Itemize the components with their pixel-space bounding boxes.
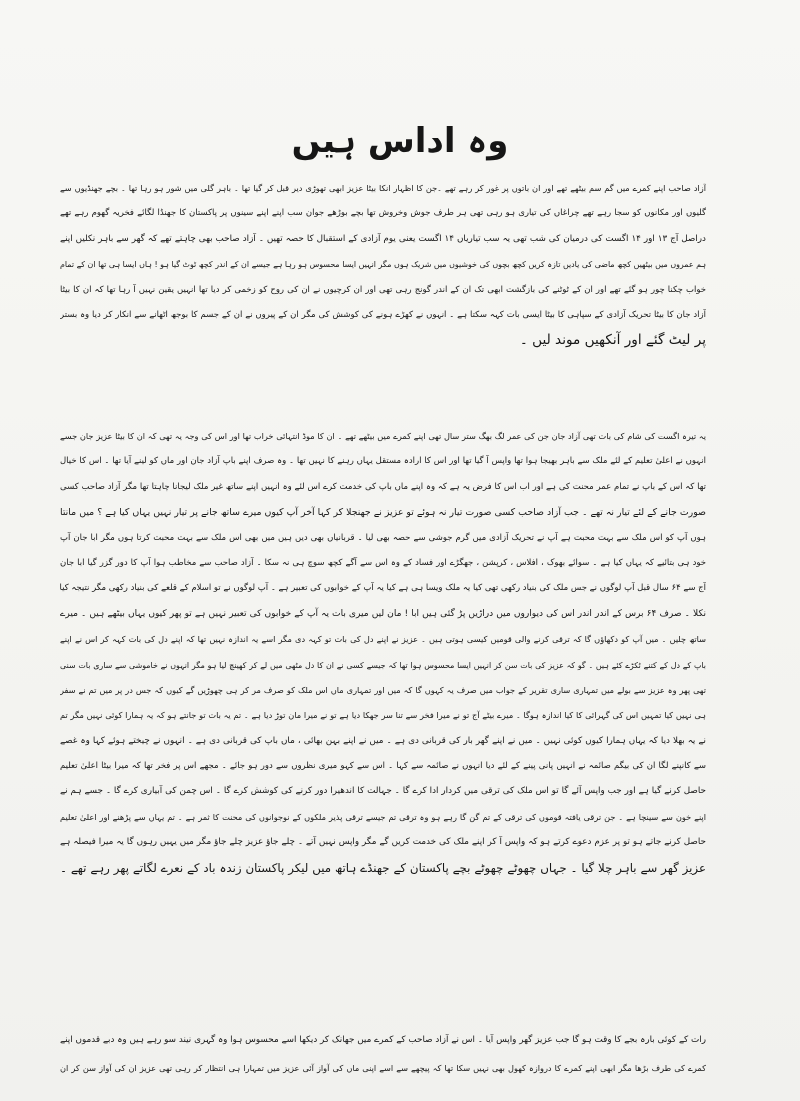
- text-line: رات کے کوئی بارہ بجے کا وقت ہو گا جب عزیز گھر واپس آیا ۔ اس نے آزاد صاحب کے کمرے میں جھانک کر دیکھا اسے محسوس ہوا وہ گہری نیند سو رہے ہیں وہ دبے قدموں اپنے: [60, 1035, 706, 1045]
- paragraph-3: [60, 1026, 706, 1082]
- text-line: کمرے کی طرف بڑھا مگر ابھی اپنے کمرے کا دروازہ کھول بھی نہیں سکا تھا کہ پیچھے سے اسے اپنی ماں کی آواز آئی عزیز میں تمہارا ہی انتظار کر رہی تھی عزیز ان کی آواز سن کر ان: [60, 1063, 706, 1073]
- text-line: باپ کے دل کے کتنے ٹکڑے کئے ہیں ۔ گو کہ عزیز کی بات سن کر انہیں ایسا محسوس ہوا تھا کہ جیسے کسی نے ان کا دل مٹھی میں لے کر کھینچ لیا ہو مگر انہوں نے خاموشی سے ساری بات سنی: [60, 660, 706, 670]
- text-line: آزاد جان کا بیٹا تحریک آزادی کے سپاہی کا بیٹا ایسی بات کہہ سکتا ہے ۔ انہوں نے کھڑے ہونے کی کوشش کی مگر ان کے پیروں نے ان کے جسم کا بوجھ اٹھانے سے انکار کر دیا وہ بستر: [60, 309, 706, 320]
- text-line: خود ہی بتائیے کہ یہاں کیا ہے ۔ سوائے بھوک ، افلاس ، کرپشن ، جھگڑے اور فساد کے وہ اس سے آگے کچھ سوچ ہی نہ سکا ۔ آزاد صاحب سے مخاطب ہوا آپ کا دور گزر گیا ابا جان: [60, 557, 706, 568]
- text-line: تھا کہ اس کے باپ نے تمام عمر محنت کی ہے اور اب اس کا فرض یہ ہے کہ وہ اپنے ماں باپ کی خدمت کرے اس لئے وہ انہیں اپنے ساتھ غیر ملک لیجانا چاہتا تھا مگر آزاد صاحب کسی: [60, 481, 706, 492]
- text-line: ہم عمروں میں بیٹھیں کچھ ماضی کی یادیں تازہ کریں کچھ بچوں کی خوشیوں میں شریک ہوں مگر انہیں ایسا محسوس ہو رہا ہے جیسے ان کے اندر کچھ ٹوٹ گیا ہو ! ہاں ایسا ہی تھا ان کے تمام: [60, 260, 706, 270]
- paragraph-1: [60, 176, 706, 354]
- text-line: آج سے ۶۴ سال قبل آپ لوگوں نے جس ملک کی بنیاد رکھی تھی کیا یہ ملک ویسا ہی ہے کیا یہ آپ کے خوابوں کی تعبیر ہے ۔ آپ لوگوں نے تو اسلام کے قلعے کی بنیاد رکھی مگر نتیجہ کیا: [60, 583, 706, 594]
- text-line: اپنے خون سے سینچا ہے ۔ جن ترقی یافتہ قوموں کی ترقی کے تم گن گا رہے ہو وہ ترقی تم جیسے ترقی پذیر ملکوں کے نوجوانوں کی محنت کا ثمر ہے ۔ تم یہاں سے پڑھنے اور اعلیٰ تعلیم: [60, 811, 706, 822]
- text-line: صورت جانے کے لئے تیار نہ تھے ۔ جب آزاد صاحب کسی صورت تیار نہ ہوئے تو عزیز نے جھنجلا کر کہا آخر آپ کیوں میرے ساتھ جانے پر تیار نہیں یہاں کیا ہے ؟ میں مانتا: [60, 507, 706, 519]
- text-line: ہی نہیں کیا تمہیں اس کی گہرائی کا کیا اندازہ ہوگا ۔ میرے بیٹے آج تو نے میرا فخر سے تنا سر جھکا دیا ہے تو نے میرا مان توڑ دیا ہے ۔ تم یہ بات تو جانتے ہو کہ یہ ہمارا کوئی نہیں مگر تم: [60, 710, 706, 721]
- text-line: عزیز گھر سے باہر چلا گیا ۔ جہاں چھوٹے چھوٹے بچے پاکستان کے جھنڈے ہاتھ میں لیکر پاکستان زندہ باد کے نعرے لگاتے پھر رہے تھے ۔: [60, 860, 706, 875]
- page-title: وہ اداس ہیں: [291, 121, 509, 161]
- paragraph-2: [60, 424, 706, 906]
- text-line: تھی پھر وہ عزیز سے بولے میں تمہاری ساری تقریر کے جواب میں صرف یہ کہوں گا کہ میں اور تمہاری ماں اس ملک کو صرف مر کر ہی چھوڑیں گے کیوں کہ جس در پر میں تم نے سفر: [60, 684, 706, 695]
- text-line: دراصل آج ۱۳ اور ۱۴ اگست کی درمیان کی شب تھی یہ سب تیاریاں ۱۴ اگست یعنی یوم آزادی کے استقبال کا حصہ تھیں ۔ آزاد صاحب بھی چاہتے تھے کہ گھر سے باہر نکلیں اپنے: [60, 233, 706, 244]
- text-line: نکلا ۔ صرف ۶۴ برس کے اندر اندر اس کی دیواروں میں دراڑیں پڑ گئی ہیں ابا ! مان لیں میری بات یہ آپ کے خوابوں کی تعبیر نہیں ہے تو پھر کیوں یہاں بیٹھے ہیں ۔ میرے: [60, 608, 706, 619]
- text-line: [60, 881, 706, 906]
- text-line: یہ تیرہ اگست کی شام کی بات تھی آزاد جان جن کی عمر لگ بھگ ستر سال تھی اپنے کمرے میں بیٹھے تھے ۔ ان کا موڈ انتہائی خراب تھا اور اس کی وجہ یہ تھی کہ ان کا بیٹا عزیز جان جسے: [60, 431, 706, 441]
- text-line: انہوں نے اعلیٰ تعلیم کے لئے ملک سے باہر بھیجا ہوا تھا واپس آ گیا تھا اور اس کا ارادہ مستقل یہاں رہنے کا نہیں تھا ۔ وہ صرف اپنے باپ آزاد جان اور ماں کو لینے آیا تھا ۔ اس کا خیال: [60, 456, 706, 467]
- text-line: سے کانپنے لگا ان کی بیگم صائمہ نے انہیں پانی پینے کے لئے دیا انہوں نے صائمہ سے کہا ۔ اس سے کہو میری نظروں سے دور ہو جائے ۔ مجھے اس پر فخر تھا کہ میرا بیٹا اعلیٰ تعلیم: [60, 761, 706, 772]
- text-line: حاصل کرنے جاتے ہو تو پر عزم دعوے کرتے ہو کہ واپس آ کر اپنے ملک کی خدمت کریں گے مگر واپس نہیں آتے ۔ چلے جاؤ عزیز چلے جاؤ مگر میں یہیں رہوں گا یہ میرا فیصلہ ہے: [60, 837, 706, 848]
- text-line: ہوں آپ کو اس ملک سے بہت محبت ہے آپ نے تحریک آزادی میں گرم جوشی سے حصہ بھی لیا ۔ قربانیاں بھی دیں ہیں میں بھی اس ملک سے بہت محبت کرتا ہوں مگر ابا جان آپ: [60, 532, 706, 543]
- text-line: گلیوں اور مکانوں کو سجا رہے تھے چراغاں کی تیاری ہو رہی تھی ہر طرف جوش وخروش تھا بچے بوڑھے جوان سب اپنے اپنے سینوں پر پاکستان کا جھنڈا لگائے فخریہ گھوم رہے تھے: [60, 208, 706, 219]
- text-line: آزاد صاحب اپنے کمرے میں گم سم بیٹھے تھے اور ان باتوں پر غور کر رہے تھے ۔جن کا اظہار انکا بیٹا عزیز ابھی تھوڑی دیر قبل کر گیا تھا ۔ باہر گلی میں شور ہو رہا تھا ۔ بچے جھنڈیوں سے: [60, 183, 706, 193]
- text-line: نے یہ بھلا دیا کہ یہاں ہمارا کیوں کوئی نہیں ۔ میں نے اپنے گھر بار کی قربانی دی ہے ۔ میں نے اپنے بہن بھائی ، ماں باپ کی قربانی دی ہے ۔ انہوں نے چیختے ہوئے کہا وہ غصے: [60, 735, 706, 746]
- text-line: حاصل کرنے گیا ہے اور جب واپس آئے گا تو اس ملک کی ترقی میں کردار ادا کرے گا ۔ جہالت کا اندھیرا دور کرنے کی کوشش کرے گا ۔ اس چمن کی آبیاری کرے گا ۔ جسے ہم نے: [60, 786, 706, 797]
- text-line: خواب چکنا چور ہو گئے تھے اور ان کے ٹوٹنے کی بازگشت ابھی تک ان کے اندر گونج رہی تھی اور ان کرچیوں نے ان کی روح کو زخمی کر دیا تھا انہیں یقین نہیں آ رہا تھا کہ ان کا بیٹا: [60, 284, 706, 295]
- text-line: پر لیٹ گئے اور آنکھیں موند لیں ۔: [519, 332, 706, 349]
- text-line: ساتھ چلیں ۔ میں آپ کو دکھاؤں گا کہ ترقی کرنے والی قومیں کیسی ہوتی ہیں ۔ عزیز نے اپنے دل کی بات تو کہہ دی مگر اسے یہ اندازہ نہیں تھا کہ اپنے دل کی بات کہہ کر اس نے اپنے: [60, 634, 706, 645]
